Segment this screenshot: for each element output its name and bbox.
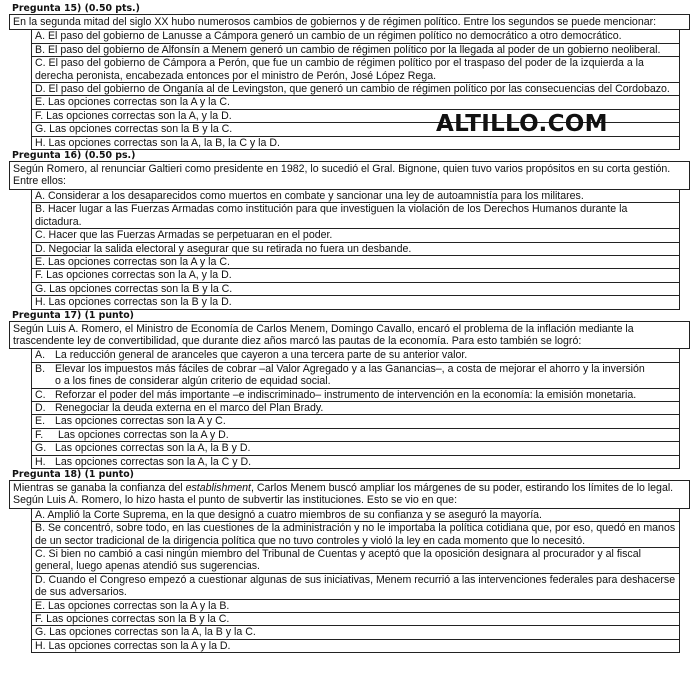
option-text-continuation: o a los fines de considerar algún criterio de equidad social. <box>55 375 331 388</box>
option-f[interactable]: F. Las opciones correctas son la A, y la D. <box>31 269 680 282</box>
option-letter: H. <box>35 455 46 468</box>
option-e[interactable]: E. Las opciones correctas son la A y la C. <box>31 96 680 109</box>
option-text: Elevar los impuestos más fáciles de cobrar –al Valor Agregado y a las Ganancias–, a costa de mejorar el ahorro y la inversión <box>55 362 645 375</box>
option-g[interactable] <box>31 442 680 455</box>
question-stem: Según Luis A. Romero, el Ministro de Economía de Carlos Menem, Domingo Cavallo, encaró el problema de la inflación mediante la trascendente ley de convertibilidad, que durante diez años marcó las pautas de la economía. Para esto también se logró: <box>9 321 690 350</box>
option-text: Las opciones correctas son la A y C. <box>55 415 226 428</box>
option-f[interactable]: F. Las opciones correctas son la B y la C. <box>31 613 680 626</box>
option-h[interactable]: H. Las opciones correctas son la B y la D. <box>31 296 680 309</box>
option-letter: D. <box>35 401 46 414</box>
option-text: La reducción general de aranceles que cayeron a una tercera parte de su anterior valor. <box>55 349 468 362</box>
question-17 <box>9 310 690 469</box>
option-e[interactable] <box>31 415 680 428</box>
question-16 <box>9 150 690 309</box>
option-c[interactable]: C. Hacer que las Fuerzas Armadas se perpetuaran en el poder. <box>31 229 680 242</box>
option-text: Las opciones correctas son la A, la C y D. <box>55 455 252 468</box>
option-letter: B. <box>35 362 46 375</box>
question-header: Pregunta 18) (1 punto) <box>12 469 134 480</box>
option-letter: F. <box>35 428 44 441</box>
option-list <box>31 190 680 310</box>
option-b[interactable]: B. Hacer lugar a las Fuerzas Armadas como institución para que investiguen la violación de los Derechos Humanos durante la dictadura. <box>31 203 680 229</box>
option-c[interactable] <box>31 389 680 402</box>
option-g[interactable]: G. Las opciones correctas son la A, la B y la C. <box>31 626 680 639</box>
option-f[interactable] <box>31 429 680 442</box>
option-h[interactable]: H. Las opciones correctas son la A, la B, la C y la D. <box>31 137 680 150</box>
option-d[interactable]: D. Cuando el Congreso empezó a cuestionar algunas de sus iniciativas, Menem recurrió a las intervenciones federales para deshacerse de sus adversarios. <box>31 574 680 600</box>
option-b[interactable] <box>31 363 680 389</box>
option-h[interactable] <box>31 456 680 469</box>
option-b[interactable]: B. Se concentró, sobre todo, en las cuestiones de la administración y no le importaba la política cotidiana que, por eso, quedó en manos de un sector tradicional de la dirigencia política que no tuvo controles y violó la ley en cada momento que lo necesitó. <box>31 522 680 548</box>
option-a[interactable]: A. Considerar a los desaparecidos como muertos en combate y sancionar una ley de autoamnistía para los militares. <box>31 190 680 203</box>
option-text: Las opciones correctas son la A y D. <box>55 428 229 441</box>
stem-emphasis: establishment <box>185 482 251 494</box>
option-d[interactable]: D. Negociar la salida electoral y asegurar que su retirada no fuera un desbande. <box>31 243 680 256</box>
option-letter: A. <box>35 349 46 362</box>
watermark-text: ALTILLO.COM <box>436 111 608 137</box>
option-c[interactable]: C. El paso del gobierno de Cámpora a Perón, que fue un cambio de régimen político por el traspaso del poder de la izquierda a la derecha peronista, encabezada entonces por el ministro de Perón, José López Rega. <box>31 57 680 83</box>
question-stem: Según Romero, al renunciar Galtieri como presidente en 1982, lo sucedió el Gral. Bignone, quien tuvo varios propósitos en su corta gestión. Entre ellos: <box>9 161 690 190</box>
option-list <box>31 509 680 653</box>
option-g[interactable]: G. Las opciones correctas son la B y la C. <box>31 283 680 296</box>
question-stem: En la segunda mitad del siglo XX hubo numerosos cambios de gobiernos y de régimen político. Entre los segundos se puede mencionar: <box>9 14 690 30</box>
option-b[interactable]: B. El paso del gobierno de Alfonsín a Menem generó un cambio de régimen político por la llegada al poder de un gobierno neoliberal. <box>31 44 680 57</box>
stem-text-start: Mientras se ganaba la confianza del <box>13 482 186 494</box>
option-f[interactable]: F. Las opciones correctas son la A, y la D. <box>31 110 680 123</box>
question-header: Pregunta 15) (0.50 pts.) <box>12 3 140 14</box>
option-list <box>31 349 680 469</box>
option-h[interactable]: H. Las opciones correctas son la A y la D. <box>31 640 680 653</box>
option-text: Las opciones correctas son la A, la B y D. <box>55 442 251 455</box>
question-stem <box>9 480 690 509</box>
option-letter: G. <box>35 442 47 455</box>
option-e[interactable]: E. Las opciones correctas son la A y la C. <box>31 256 680 269</box>
option-d[interactable] <box>31 402 680 415</box>
exam-document <box>9 3 690 653</box>
option-a[interactable]: A. Amplió la Corte Suprema, en la que designó a cuatro miembros de su confianza y se aseguró la mayoría. <box>31 509 680 522</box>
stem-text-end: , Carlos Menem buscó ampliar los márgenes de su poder, estirando los límites de lo legal. Según Luis A. Romero, lo hizo hasta el punto de subvertir las instituciones. Esto se vio en que: <box>13 482 674 507</box>
question-18 <box>9 469 690 653</box>
option-letter: C. <box>35 388 46 401</box>
option-text: Renegociar la deuda externa en el marco del Plan Brady. <box>55 401 324 414</box>
option-g[interactable]: G. Las opciones correctas son la B y la C. <box>31 123 680 136</box>
option-c[interactable]: C. Si bien no cambió a casi ningún miembro del Tribunal de Cuentas y aceptó que la oposición designara al procurador y al fiscal general, luego apenas atendió sus sugerencias. <box>31 548 680 574</box>
option-letter: E. <box>35 415 46 428</box>
option-e[interactable]: E. Las opciones correctas son la A y la B. <box>31 600 680 613</box>
option-text: Reforzar el poder del más importante –e indiscriminado– instrumento de intervención en la economía: la emisión monetaria. <box>55 388 637 401</box>
option-a[interactable]: A. El paso del gobierno de Lanusse a Cámpora generó un cambio de un régimen político no democrático a otro democrático. <box>31 30 680 43</box>
option-a[interactable] <box>31 349 680 362</box>
question-header: Pregunta 16) (0.50 ps.) <box>12 150 136 162</box>
option-d[interactable]: D. El paso del gobierno de Onganía al de Levingston, que generó un cambio de régimen político por las consecuencias del Cordobazo. <box>31 83 680 96</box>
question-header: Pregunta 17) (1 punto) <box>12 309 134 321</box>
